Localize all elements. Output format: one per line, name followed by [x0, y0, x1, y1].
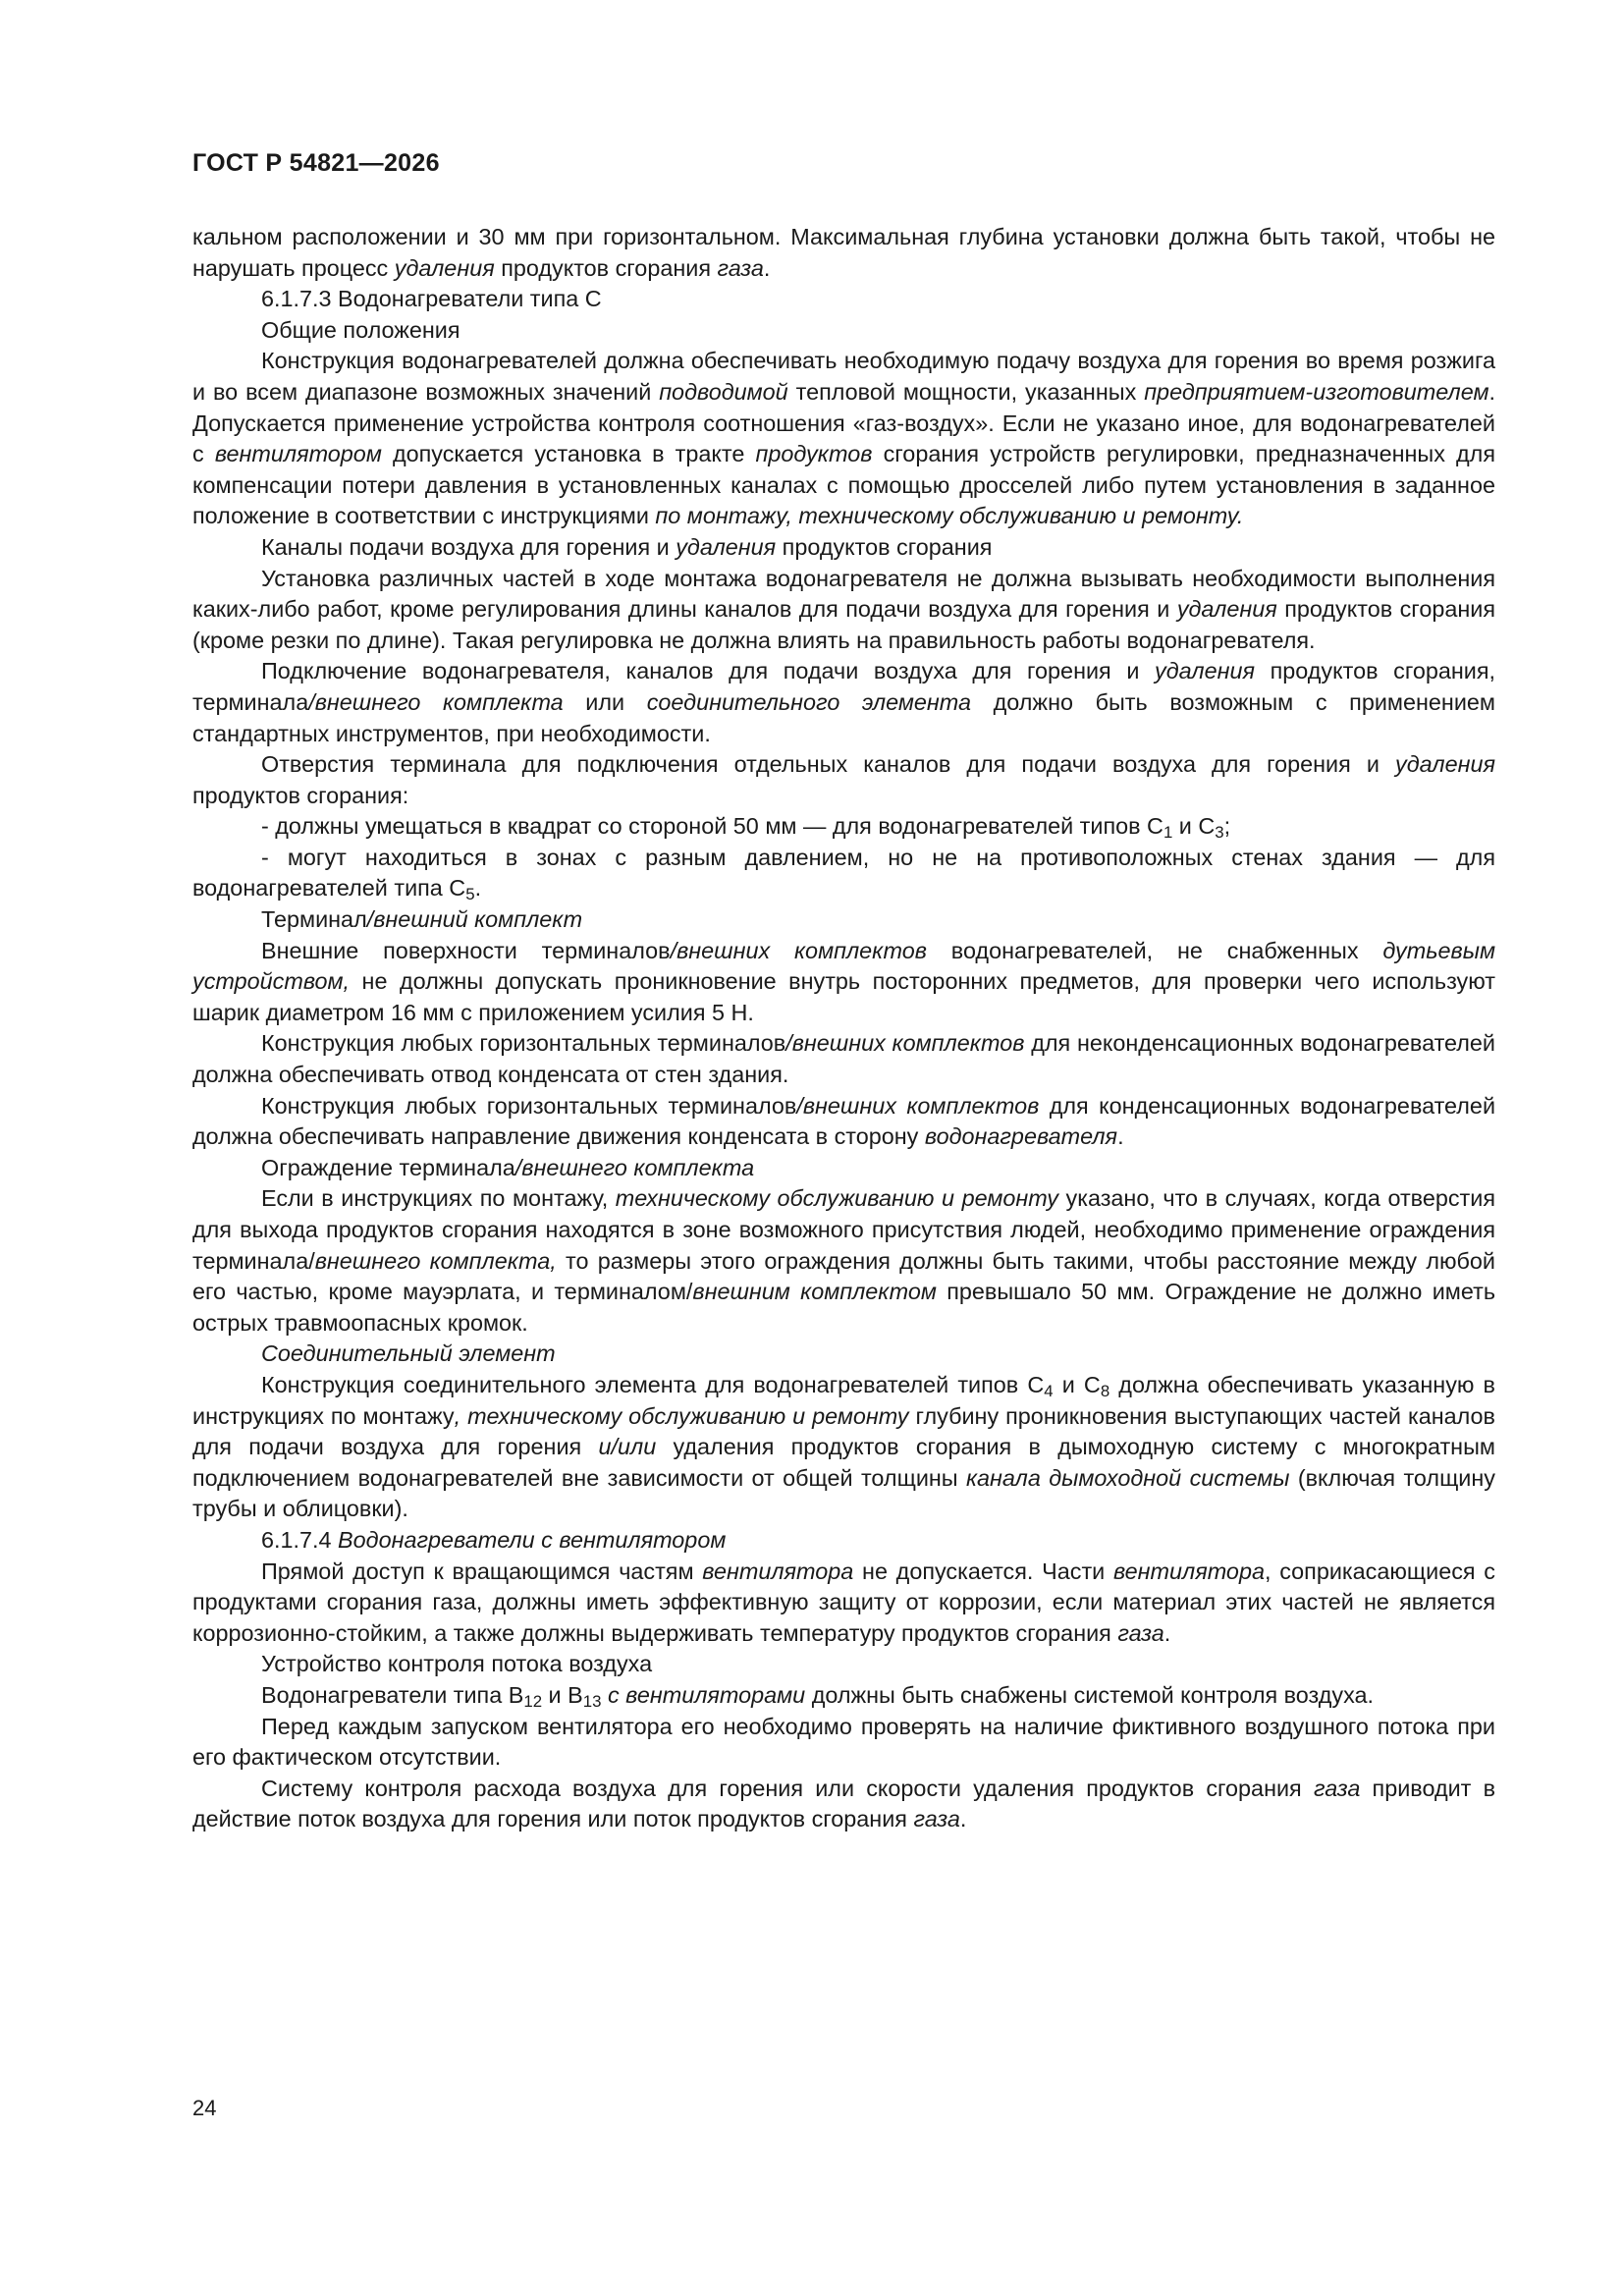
italic-term: дутьевым устройством, — [192, 937, 1495, 995]
text-run: ; — [1223, 813, 1231, 840]
paragraph — [192, 1370, 1495, 1525]
text-run: . — [1117, 1123, 1124, 1150]
paragraph — [192, 1712, 1495, 1774]
italic-term: Соединительный элемент — [261, 1340, 556, 1367]
text-run: то размеры этого ограждения должны быть такими, чтобы расстояние между любой его частью, кроме мауэрлата, и терминалом/ — [192, 1247, 1495, 1305]
text-run: и В — [542, 1681, 583, 1708]
text-run: Если в инструкциях по монтажу, — [261, 1185, 616, 1212]
text-run: удаления продуктов сгорания в дымоходную систему с многократным подключением водонагревателей вне зависимости от общей толщины — [192, 1434, 1495, 1491]
text-run: Ограждение терминала — [261, 1154, 515, 1180]
text-run: превышало 50 мм. Ограждение не должно иметь острых травмоопасных кромок. — [192, 1279, 1496, 1336]
document-body — [192, 222, 1495, 1835]
text-run: водонагревателей, не снабженных — [926, 937, 1383, 963]
italic-term: /внешний комплект — [366, 906, 583, 933]
text-run: кальном расположении и 30 мм при горизонтальном. Максимальная глубина установки должна быть такой, чтобы не нарушать процесс — [192, 224, 1495, 281]
text-run: - должны умещаться в квадрат со стороной 50 мм — для водонагревателей типов С — [261, 813, 1163, 840]
paragraph — [192, 843, 1495, 904]
subscript-text: 12 — [523, 1692, 543, 1712]
text-run: Конструкция водонагревателей должна обеспечивать необходимую подачу воздуха для горения во время розжига и во всем диапазоне возможных значений — [192, 348, 1495, 405]
italic-term: удаления — [394, 254, 495, 281]
text-run: для неконденсационных водонагревателей должна обеспечивать отвод конденсата от стен здания. — [192, 1030, 1495, 1088]
text-run: допускается установка в тракте — [381, 441, 756, 467]
subscript-text: 1 — [1163, 823, 1173, 843]
text-run: и С — [1172, 813, 1216, 840]
italic-term: /внешних комплектов — [670, 937, 927, 963]
text-run: Внешние поверхности терминалов — [261, 937, 671, 963]
paragraph — [192, 346, 1495, 532]
text-run: Конструкция любых горизонтальных терминалов — [261, 1030, 786, 1057]
text-run: Каналы подачи воздуха для горения и — [261, 533, 676, 560]
text-run: Водонагреватели типа В — [261, 1681, 524, 1708]
italic-term: удаления — [676, 533, 777, 560]
text-run: Установка различных частей в ходе монтажа водонагревателя не должна вызывать необходимости выполнения каких-либо работ, кроме регулирования длины каналов для подачи воздуха для горения и — [192, 565, 1495, 623]
text-run: 6.1.7.3 Водонагреватели типа С — [261, 286, 602, 312]
paragraph — [192, 936, 1495, 1029]
text-run: не должны допускать проникновение внутрь посторонних предметов, для проверки чего используют шарик диаметром 16 мм с приложением усилия 5 Н. — [192, 968, 1495, 1025]
text-run: Конструкция любых горизонтальных терминалов — [261, 1092, 797, 1119]
text-run: Прямой доступ к вращающимся частям — [261, 1558, 703, 1584]
text-run: . — [959, 1806, 967, 1832]
paragraph — [192, 904, 1495, 936]
text-run: и С — [1053, 1371, 1101, 1397]
paragraph — [192, 1525, 1495, 1557]
text-run: или — [563, 688, 647, 715]
text-run: , соприкасающиеся с продуктами сгорания газа, должны иметь эффективную защиту от коррозии, если материал этих частей не является коррозионно-стойким, а также должны выдерживать температуру продуктов сгорания — [192, 1558, 1496, 1646]
text-run: должны быть снабжены системой контроля воздуха. — [805, 1681, 1375, 1708]
italic-term: Водонагреватели с вентилятором — [338, 1526, 727, 1553]
text-run: приводит в действие поток воздуха для горения или поток продуктов сгорания — [192, 1775, 1496, 1832]
text-run: Конструкция соединительного элемента для водонагревателей типов С — [261, 1371, 1045, 1397]
text-run: Терминал — [261, 906, 367, 933]
italic-term: предприятием-изготовителем — [1144, 378, 1489, 405]
text-run: Перед каждым запуском вентилятора его необходимо проверять на наличие фиктивного воздушного потока при его фактическом отсутствии. — [192, 1713, 1495, 1771]
italic-term: газа — [1117, 1619, 1164, 1646]
text-run: . — [763, 254, 771, 281]
paragraph — [192, 656, 1495, 749]
text-run: глубину проникновения выступающих частей каналов для подачи воздуха для горения — [192, 1402, 1495, 1460]
subscript-text: 5 — [465, 885, 475, 904]
paragraph — [192, 749, 1495, 811]
italic-term: удаления — [1155, 658, 1255, 684]
paragraph — [192, 1028, 1495, 1090]
paragraph — [192, 284, 1495, 315]
italic-term: /внешнего комплекта — [514, 1154, 755, 1180]
italic-term: по монтажу, техническому обслуживанию и ремонту. — [655, 503, 1244, 529]
subscript-text: 4 — [1044, 1382, 1054, 1401]
document-header: ГОСТ Р 54821—2026 — [192, 149, 440, 177]
text-run: . — [474, 875, 482, 902]
text-run: не допускается. Части — [853, 1558, 1113, 1584]
paragraph — [192, 1557, 1495, 1650]
paragraph — [192, 1183, 1495, 1339]
text-run: (включая толщину трубы и облицовки). — [192, 1464, 1495, 1522]
paragraph — [192, 532, 1495, 564]
paragraph — [192, 222, 1495, 284]
text-run: должна обеспечивать указанную в инструкциях по монтажу — [192, 1371, 1495, 1429]
text-run: продуктов сгорания, терминала — [192, 658, 1496, 715]
paragraph — [192, 1339, 1495, 1370]
italic-term: соединительного элемента — [646, 688, 972, 715]
text-run: . Допускается применение устройства контроля соотношения «газ-воздух». Если не указано иное, для водонагревателей с — [192, 378, 1495, 467]
italic-term: внешним комплектом — [692, 1279, 937, 1305]
text-run: продуктов сгорания — [494, 254, 718, 281]
text-run: - могут находиться в зонах с разным давлением, но не на противоположных стенах здания — для водонагревателей типа С — [192, 844, 1495, 902]
paragraph — [192, 1153, 1495, 1184]
italic-term: газа — [913, 1806, 960, 1832]
text-run: . — [1163, 1619, 1171, 1646]
paragraph — [192, 811, 1495, 843]
text-run: продуктов сгорания: — [192, 782, 409, 808]
subscript-text: 3 — [1215, 823, 1224, 843]
paragraph — [192, 1649, 1495, 1680]
italic-term: /внешних комплектов — [785, 1030, 1025, 1057]
italic-term: и/или — [598, 1434, 657, 1460]
italic-term: /внешних комплектов — [796, 1092, 1040, 1119]
text-run: тепловой мощности, указанных — [787, 378, 1145, 405]
italic-term: с вентиляторами — [607, 1681, 806, 1708]
paragraph — [192, 1091, 1495, 1153]
text-run: указано, что в случаях, когда отверстия для выхода продуктов сгорания находятся в зоне возможного присутствия людей, необходимо применение ограждения терминала/ — [192, 1185, 1495, 1274]
text-run: должно быть возможным с применением стандартных инструментов, при необходимости. — [192, 688, 1495, 746]
italic-term: техническому обслуживанию и ремонту — [615, 1185, 1058, 1212]
text-run: продуктов сгорания — [776, 533, 993, 560]
italic-term: /внешнего комплекта — [308, 688, 564, 715]
text-run: сгорания устройств регулировки, предназначенных для компенсации потери давления в установленных каналах с помощью дросселей либо путем установления в заданное положение в соответствии с инструкциями — [192, 441, 1495, 529]
italic-term: вентилятора — [1112, 1558, 1265, 1584]
subscript-text: 13 — [582, 1692, 602, 1712]
text-run: Систему контроля расхода воздуха для горения или скорости удаления продуктов сгорания — [261, 1775, 1314, 1801]
italic-term: , техническому обслуживанию и ремонту — [454, 1402, 909, 1429]
text-run: Устройство контроля потока воздуха — [261, 1651, 653, 1677]
italic-term: продуктов — [755, 441, 873, 467]
text-run: продуктов сгорания (кроме резки по длине). Такая регулировка не должна влиять на правильность работы водонагревателя. — [192, 596, 1496, 653]
italic-term: вентилятором — [214, 441, 382, 467]
text-run: Общие положения — [261, 316, 460, 343]
italic-term: подводимой — [659, 378, 788, 405]
text-run: Отверстия терминала для подключения отдельных каналов для подачи воздуха для горения и — [261, 751, 1396, 778]
paragraph — [192, 315, 1495, 347]
italic-term: удаления — [1395, 751, 1495, 778]
text-run: Подключение водонагревателя, каналов для подачи воздуха для горения и — [261, 658, 1156, 684]
italic-term: канала дымоходной системы — [966, 1464, 1290, 1491]
italic-term: удаления — [1176, 596, 1277, 623]
text-run: 6.1.7.4 — [261, 1526, 339, 1553]
subscript-text: 8 — [1100, 1382, 1110, 1401]
italic-term: внешнего комплекта, — [314, 1247, 557, 1274]
page-number: 24 — [192, 2096, 217, 2120]
paragraph — [192, 564, 1495, 657]
italic-term: вентилятора — [702, 1558, 854, 1584]
text-run: для конденсационных водонагревателей должна обеспечивать направление движения конденсата в сторону — [192, 1092, 1496, 1150]
italic-term: газа — [1313, 1775, 1361, 1801]
paragraph — [192, 1680, 1495, 1712]
italic-term: водонагревателя — [924, 1123, 1118, 1150]
italic-term: газа — [717, 254, 764, 281]
paragraph — [192, 1774, 1495, 1835]
